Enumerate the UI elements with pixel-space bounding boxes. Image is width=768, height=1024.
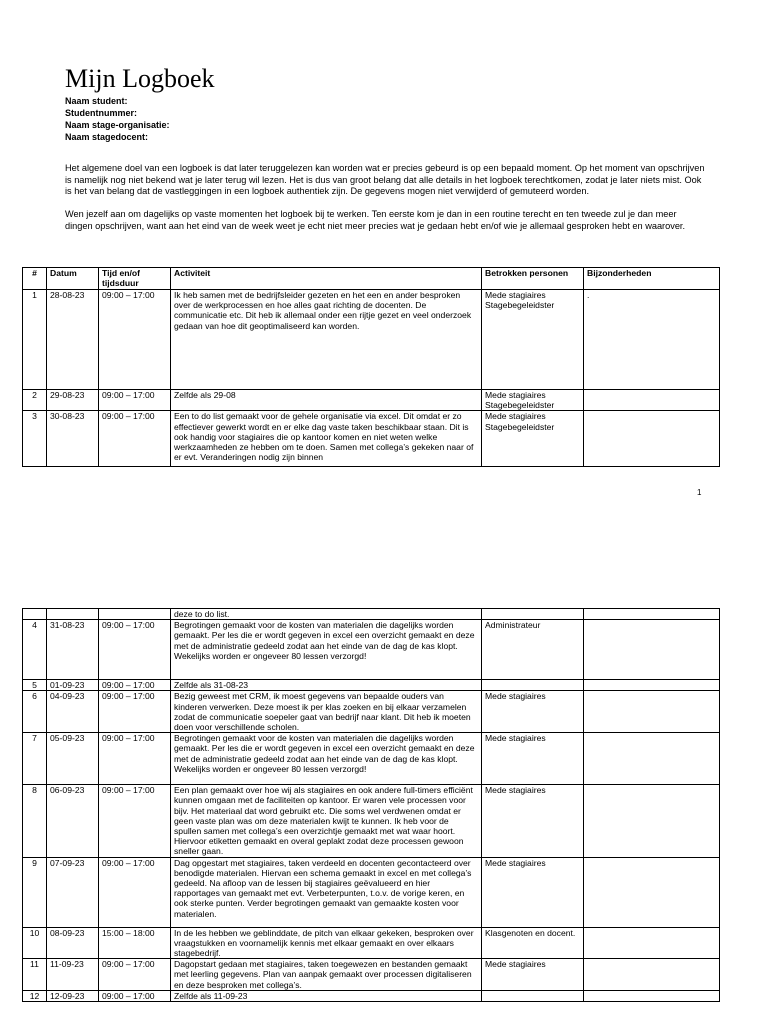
logbook-table-page-2 (22, 608, 720, 1002)
row-time: 09:00 – 17:00 (99, 691, 171, 733)
table-header-row (23, 268, 720, 290)
row-persons (482, 680, 584, 691)
header-number: # (23, 268, 47, 290)
header-date: Datum (47, 268, 99, 290)
field-internship-teacher: Naam stagedocent: (65, 132, 149, 142)
row-persons: Administrateur (482, 620, 584, 680)
row-number: 12 (23, 990, 47, 1001)
row-number: 1 (23, 290, 47, 390)
table-row (23, 927, 720, 959)
row-notes (584, 990, 720, 1001)
row-time: 09:00 – 17:00 (99, 390, 171, 411)
row-activity: Begrotingen gemaakt voor de kosten van materialen die dagelijks worden gemaakt. Per les die er wordt gegeven in excel een overzicht gemaakt en deze met de administratie gedeeld zodat aan het einde van de dag de kas klopt. Wekelijks worden er ongeveer 80 lessen verzorgd! (171, 620, 482, 680)
row-date: 06-09-23 (47, 785, 99, 857)
row-date: 31-08-23 (47, 620, 99, 680)
header-persons: Betrokken personen (482, 268, 584, 290)
table-row (23, 411, 720, 467)
row-time: 09:00 – 17:00 (99, 411, 171, 467)
row-activity: In de les hebben we geblinddate, de pitch van elkaar gekeken, besproken over vraagstukken en voornamelijk kennis met elkaar gemaakt en over elkaars stagebedrijf. (171, 927, 482, 959)
row-persons (482, 990, 584, 1001)
document-title: Mijn Logboek (65, 64, 215, 93)
row-number (23, 609, 47, 620)
row-activity: Dag opgestart met stagiaires, taken verdeeld en docenten gecontacteerd over benodigde materialen. Hiervan een schema gemaakt in excel en met collega’s gedeeld. Na afloop van de lessen bij stagiaires geëvalueerd en hier rapportages van gemaakt met evt. Verbeterpunten, t.o.v. de vorige keren, en ook sterke punten. Verder begrotingen gemaakt van gemaakte kosten voor materialen. (171, 857, 482, 927)
header-notes: Bijzonderheden (584, 268, 720, 290)
table-row (23, 390, 720, 411)
row-persons: Mede stagiaires (482, 959, 584, 991)
row-persons: Klasgenoten en docent. (482, 927, 584, 959)
row-notes (584, 927, 720, 959)
table-row (23, 691, 720, 733)
row-notes (584, 609, 720, 620)
page-number: 1 (697, 488, 702, 497)
row-time (99, 609, 171, 620)
row-date: 05-09-23 (47, 733, 99, 785)
row-number: 7 (23, 733, 47, 785)
logbook-table-page-1 (22, 267, 720, 467)
row-time: 09:00 – 17:00 (99, 990, 171, 1001)
row-activity: Ik heb samen met de bedrijfsleider gezeten en het een en ander besproken over de werkprocessen en hoe alles gaat richting de docenten. De communicatie etc. Dit heb ik allemaal onder een rijtje gezet en veel onderzoek gedaan van hoe dit geoptimaliseerd kan worden. (171, 290, 482, 390)
row-persons: Mede stagiaires (482, 785, 584, 857)
row-activity: Zelfde als 11-09-23 (171, 990, 482, 1001)
row-activity: Begrotingen gemaakt voor de kosten van materialen die dagelijks worden gemaakt. Per les die er wordt gegeven in excel een overzicht gemaakt en deze met de administratie gedeeld zodat aan het einde van de dag de kas klopt. Wekelijks worden er ongeveer 80 lessen verzorgd! (171, 733, 482, 785)
row-number: 11 (23, 959, 47, 991)
table-row (23, 680, 720, 691)
row-number: 10 (23, 927, 47, 959)
row-activity: Zelfde als 29-08 (171, 390, 482, 411)
row-date: 04-09-23 (47, 691, 99, 733)
row-notes (584, 620, 720, 680)
row-activity: Een to do list gemaakt voor de gehele organisatie via excel. Dit omdat er zo effectiever gewerkt wordt en er elke dag vaste taken beschikbaar staan. Dit is ook handig voor stagiaires die op kantoor komen en niet weten welke werkzaamheden ze hebben om te doen. Samen met collega’s gekeken naar of er evt. Veranderingen nodig zijn binnen (171, 411, 482, 467)
row-activity: Zelfde als 31-08-23 (171, 680, 482, 691)
row-date: 28-08-23 (47, 290, 99, 390)
row-time: 09:00 – 17:00 (99, 290, 171, 390)
row-persons: Mede stagiaires (482, 691, 584, 733)
row-time: 15:00 – 18:00 (99, 927, 171, 959)
table-row (23, 733, 720, 785)
row-number: 2 (23, 390, 47, 411)
row-notes (584, 411, 720, 467)
row-persons: Mede stagiaires Stagebegeleidster (482, 390, 584, 411)
row-notes (584, 785, 720, 857)
row-number: 8 (23, 785, 47, 857)
table-row (23, 990, 720, 1001)
row-number: 4 (23, 620, 47, 680)
row-time: 09:00 – 17:00 (99, 959, 171, 991)
document-page-2 (0, 520, 768, 1024)
row-notes (584, 857, 720, 927)
row-activity: Een plan gemaakt over hoe wij als stagiaires en ook andere full-timers efficiënt kunnen omgaan met de faciliteiten op kantoor. Er waren vele processen voor bijv. Het materiaal dat word gebruikt etc. Die soms wel verdwenen omdat er geen vaste plan was om deze materialen kwijt te kunnen. Ik heb voor de spullen samen met collega’s een overzichtje gemaakt met wat waar hoort. Hiervoor etiketten gemaakt en overal geplakt zodat deze processen gewoon sneller gaan. (171, 785, 482, 857)
row-time: 09:00 – 17:00 (99, 620, 171, 680)
row-persons (482, 609, 584, 620)
table-row (23, 290, 720, 390)
row-time: 09:00 – 17:00 (99, 857, 171, 927)
row-date: 08-09-23 (47, 927, 99, 959)
row-notes (584, 390, 720, 411)
row-notes (584, 733, 720, 785)
row-date: 12-09-23 (47, 990, 99, 1001)
student-info-fields (65, 95, 170, 143)
field-student-name: Naam student: (65, 96, 128, 106)
row-number: 6 (23, 691, 47, 733)
row-activity: Bezig geweest met CRM, ik moest gegevens van bepaalde ouders van kinderen verwerken. Deze moest ik per klas zoeken en bij elkaar verzamelen zodat de communicatie soepeler gaat van bedrijf naar klant. Dit heb ik moeten doen voor verschillende scholen. (171, 691, 482, 733)
table-row (23, 857, 720, 927)
header-time: Tijd en/of tijdsduur (99, 268, 171, 290)
row-notes (584, 680, 720, 691)
field-internship-organisation: Naam stage-organisatie: (65, 120, 170, 130)
row-notes (584, 959, 720, 991)
row-notes (584, 691, 720, 733)
row-time: 09:00 – 17:00 (99, 785, 171, 857)
row-number: 9 (23, 857, 47, 927)
row-date: 30-08-23 (47, 411, 99, 467)
field-student-number: Studentnummer: (65, 108, 137, 118)
row-number: 3 (23, 411, 47, 467)
row-date (47, 609, 99, 620)
header-activity: Activiteit (171, 268, 482, 290)
table-row (23, 609, 720, 620)
row-date: 29-08-23 (47, 390, 99, 411)
intro-paragraph-2: Wen jezelf aan om dagelijks op vaste momenten het logboek bij te werken. Ten eerste kom je dan in een routine terecht en ten tweede zul je dan meer dingen opschrijven, want aan het eind van de week weet je echt niet meer precies wat je gedaan hebt en/of wie je allemaal gesproken hebt en waarover. (65, 209, 686, 231)
row-persons: Mede stagiaires Stagebegeleidster (482, 411, 584, 467)
row-date: 11-09-23 (47, 959, 99, 991)
intro-paragraph-1: Het algemene doel van een logboek is dat later teruggelezen kan worden wat er precies gebeurd is op een bepaald moment. Op het moment van opschrijven is namelijk nog niet bekend wat je later terug wil lezen. Het is dus van groot belang dat alle details in het logboek terechtkomen, zodat je later niets mist. Ook is het van belang dat de vastleggingen in een logboek authentiek zijn. De gegevens mogen niet verwijderd of gemuteerd worden. (65, 163, 705, 197)
table-row (23, 620, 720, 680)
row-notes: . (584, 290, 720, 390)
table-row (23, 785, 720, 857)
row-persons: Mede stagiaires (482, 733, 584, 785)
row-date: 01-09-23 (47, 680, 99, 691)
row-persons: Mede stagiaires Stagebegeleidster (482, 290, 584, 390)
row-number: 5 (23, 680, 47, 691)
row-activity: deze to do list. (171, 609, 482, 620)
row-time: 09:00 – 17:00 (99, 680, 171, 691)
row-time: 09:00 – 17:00 (99, 733, 171, 785)
row-date: 07-09-23 (47, 857, 99, 927)
row-activity: Dagopstart gedaan met stagiaires, taken toegewezen en bestanden gemaakt met leerling gegevens. Plan van aanpak gemaakt over processen digitaliseren en deze besproken met collega’s. (171, 959, 482, 991)
row-persons: Mede stagiaires (482, 857, 584, 927)
table-row (23, 959, 720, 991)
